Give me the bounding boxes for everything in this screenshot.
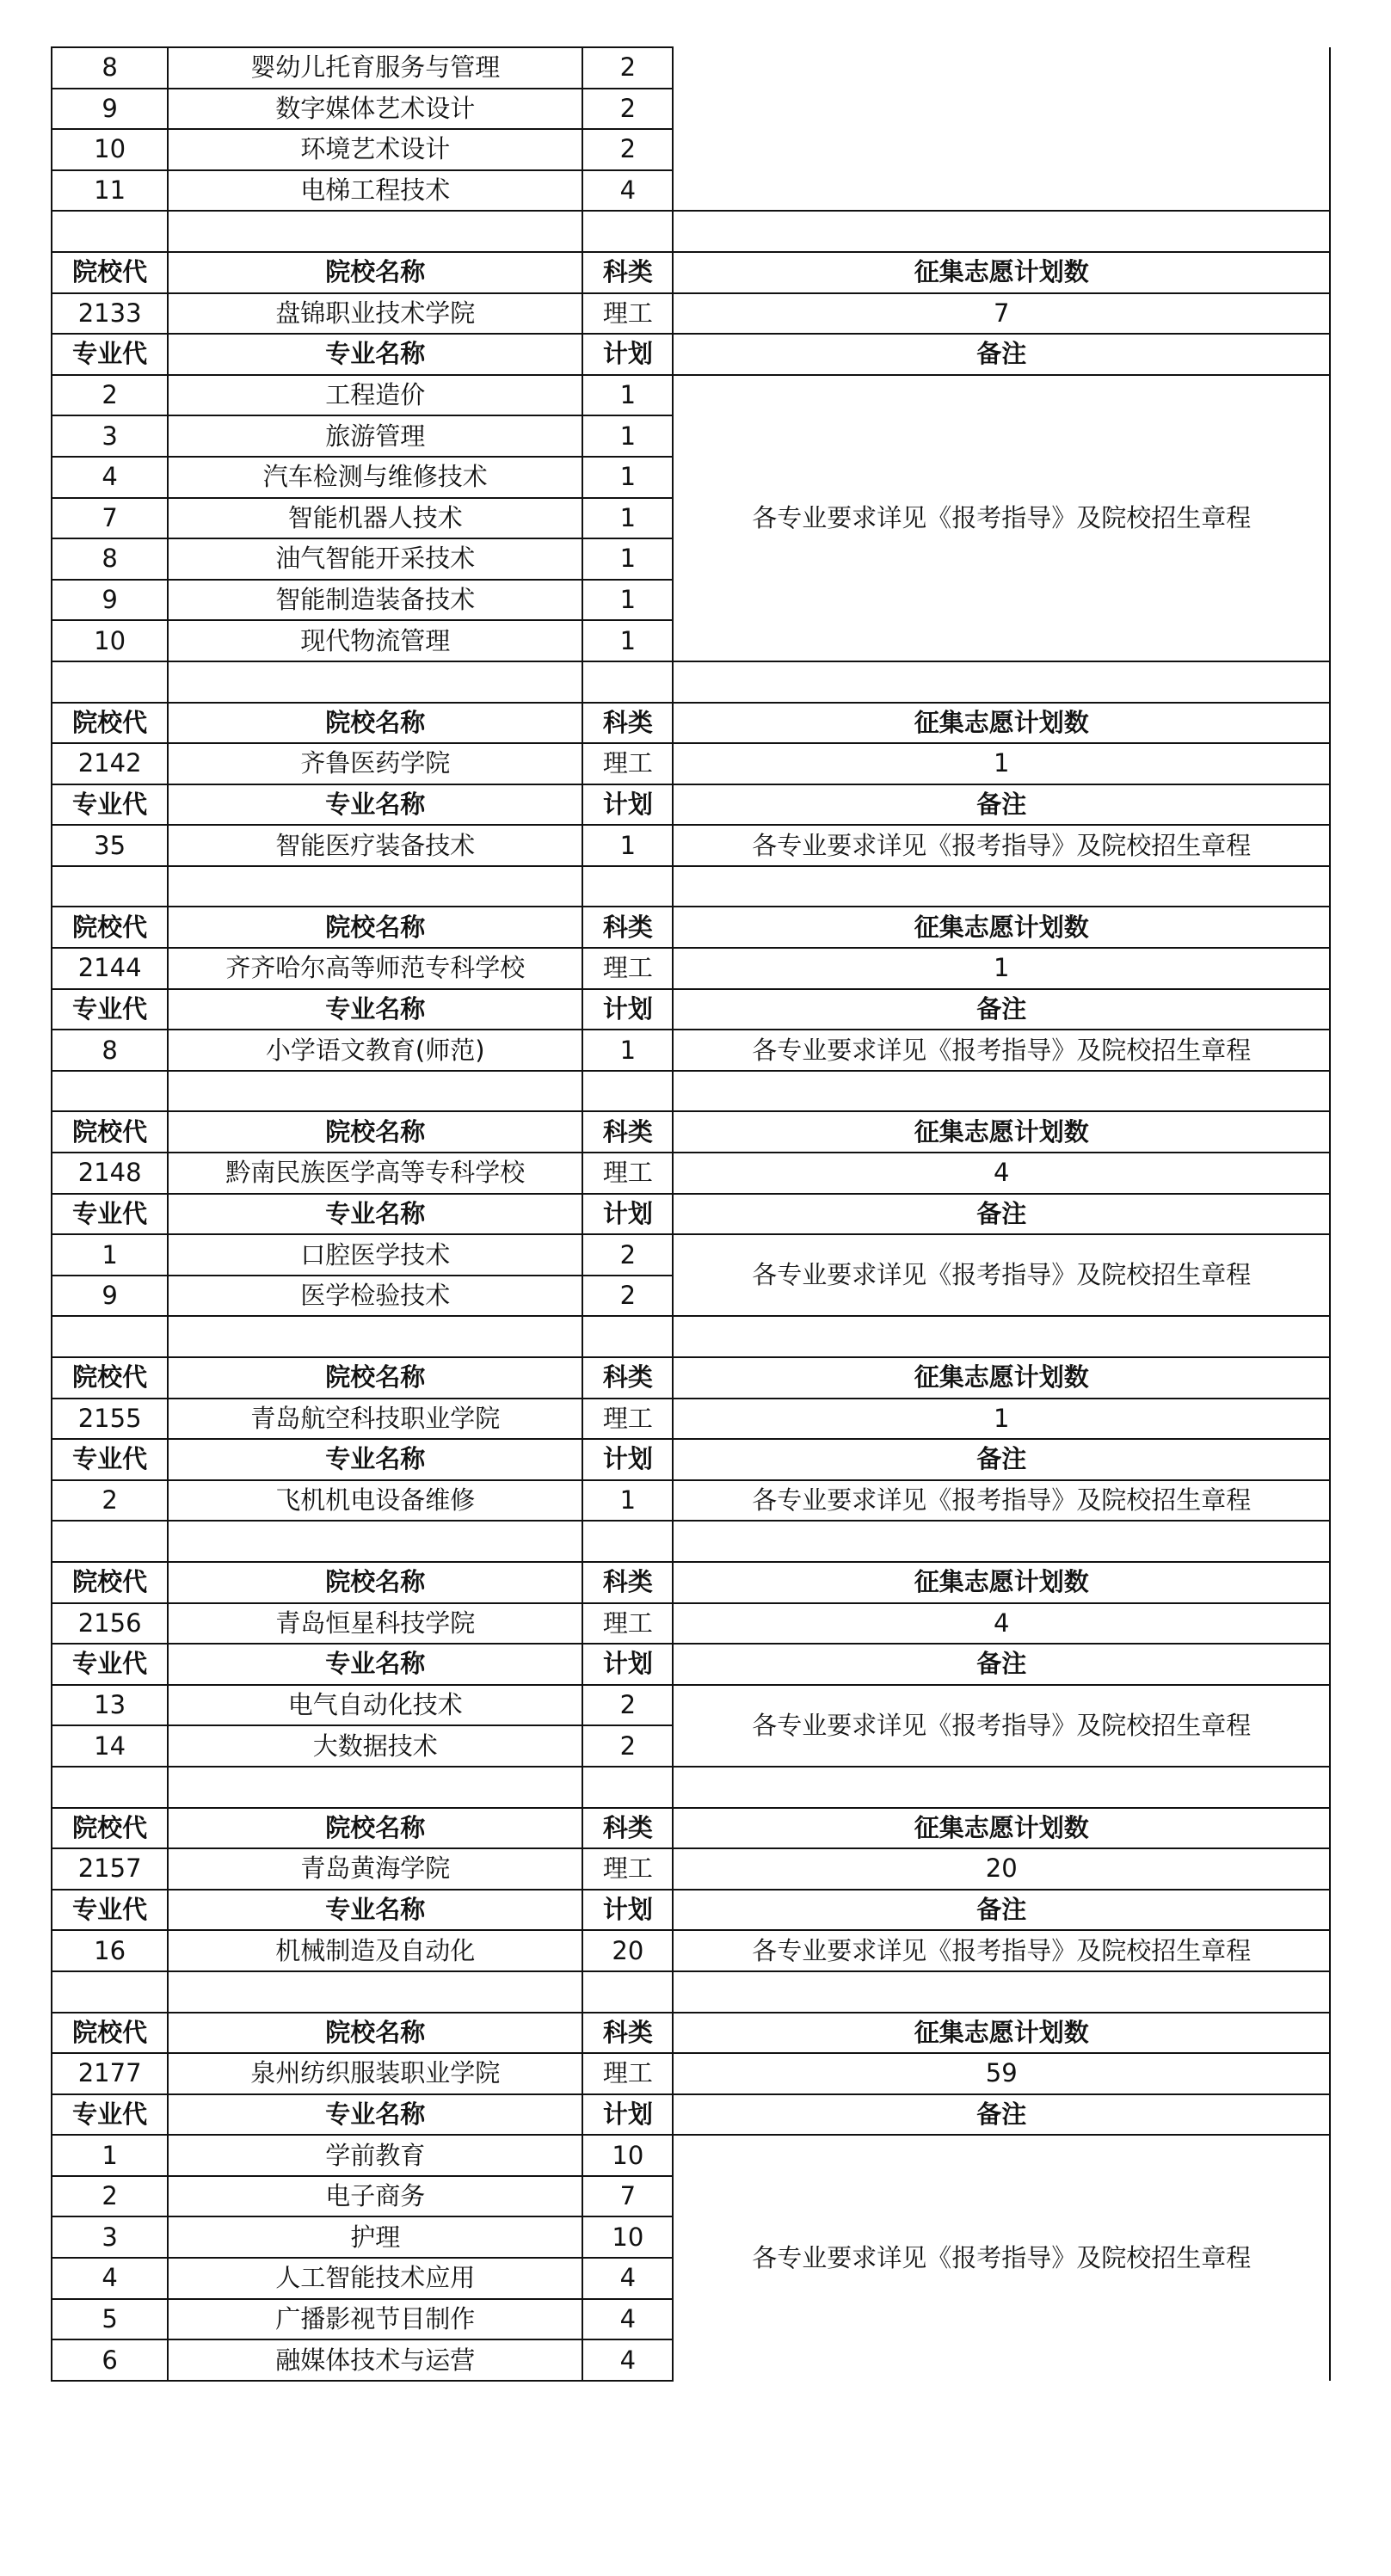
quota-header: 征集志愿计划数 bbox=[673, 1111, 1330, 1153]
school-quota: 1 bbox=[673, 743, 1330, 784]
major-code-header: 专业代 bbox=[52, 1890, 168, 1931]
school-info-row bbox=[52, 1603, 1330, 1645]
remarks-cell: 各专业要求详见《报考指导》及院校招生章程 bbox=[673, 375, 1330, 661]
school-code-header: 院校代 bbox=[52, 1111, 168, 1153]
plan-header: 计划 bbox=[582, 1644, 673, 1685]
blank-cell bbox=[673, 1971, 1330, 2013]
blank-cell bbox=[582, 1071, 673, 1112]
major-name: 融媒体技术与运营 bbox=[168, 2339, 582, 2381]
school-category: 理工 bbox=[582, 1848, 673, 1890]
major-name: 现代物流管理 bbox=[168, 620, 582, 661]
major-name: 智能医疗装备技术 bbox=[168, 825, 582, 866]
school-name-header: 院校名称 bbox=[168, 907, 582, 948]
major-name: 机械制造及自动化 bbox=[168, 1930, 582, 1971]
separator-row bbox=[52, 1521, 1330, 1562]
major-plan: 1 bbox=[582, 498, 673, 539]
separator-row bbox=[52, 866, 1330, 907]
major-code-header: 专业代 bbox=[52, 334, 168, 375]
blank-cell bbox=[52, 1071, 168, 1112]
blank-cell bbox=[168, 1971, 582, 2013]
major-code-header: 专业代 bbox=[52, 1644, 168, 1685]
major-name: 汽车检测与维修技术 bbox=[168, 457, 582, 498]
major-name: 广播影视节目制作 bbox=[168, 2299, 582, 2340]
major-code: 1 bbox=[52, 2135, 168, 2176]
quota-header: 征集志愿计划数 bbox=[673, 2013, 1330, 2054]
major-name: 油气智能开采技术 bbox=[168, 538, 582, 580]
school-code: 2133 bbox=[52, 293, 168, 335]
major-plan: 2 bbox=[582, 1685, 673, 1726]
blank-cell bbox=[582, 1521, 673, 1562]
remarks-header: 备注 bbox=[673, 334, 1330, 375]
school-header-row bbox=[52, 2013, 1330, 2054]
quota-header: 征集志愿计划数 bbox=[673, 252, 1330, 293]
category-header: 科类 bbox=[582, 1111, 673, 1153]
major-name-header: 专业名称 bbox=[168, 989, 582, 1030]
school-name: 泉州纺织服装职业学院 bbox=[168, 2053, 582, 2094]
major-plan: 4 bbox=[582, 170, 673, 212]
major-name: 护理 bbox=[168, 2216, 582, 2258]
school-quota: 4 bbox=[673, 1603, 1330, 1645]
school-category: 理工 bbox=[582, 2053, 673, 2094]
major-plan: 2 bbox=[582, 89, 673, 130]
school-quota: 4 bbox=[673, 1153, 1330, 1194]
remarks-cell: 各专业要求详见《报考指导》及院校招生章程 bbox=[673, 2135, 1330, 2381]
blank-cell bbox=[168, 1316, 582, 1357]
major-code: 8 bbox=[52, 538, 168, 580]
school-name-header: 院校名称 bbox=[168, 1357, 582, 1399]
remarks-cell: 各专业要求详见《报考指导》及院校招生章程 bbox=[673, 1685, 1330, 1767]
blank-cell bbox=[673, 661, 1330, 703]
separator-row bbox=[52, 211, 1330, 252]
remarks-cell: 各专业要求详见《报考指导》及院校招生章程 bbox=[673, 1930, 1330, 1971]
major-plan: 7 bbox=[582, 2176, 673, 2217]
blank-cell bbox=[582, 1316, 673, 1357]
plan-header: 计划 bbox=[582, 1890, 673, 1931]
category-header: 科类 bbox=[582, 252, 673, 293]
major-code: 8 bbox=[52, 47, 168, 89]
major-plan: 1 bbox=[582, 415, 673, 457]
remarks-cell: 各专业要求详见《报考指导》及院校招生章程 bbox=[673, 825, 1330, 866]
major-plan: 4 bbox=[582, 2299, 673, 2340]
major-code: 14 bbox=[52, 1725, 168, 1767]
major-name: 口腔医学技术 bbox=[168, 1234, 582, 1276]
major-plan: 10 bbox=[582, 2216, 673, 2258]
category-header: 科类 bbox=[582, 1357, 673, 1399]
school-info-row bbox=[52, 2053, 1330, 2094]
school-code-header: 院校代 bbox=[52, 907, 168, 948]
admission-plan-document bbox=[51, 46, 1331, 2382]
major-name-header: 专业名称 bbox=[168, 784, 582, 826]
school-code-header: 院校代 bbox=[52, 1357, 168, 1399]
blank-cell bbox=[582, 1971, 673, 2013]
blank-cell bbox=[168, 1071, 582, 1112]
school-code-header: 院校代 bbox=[52, 1562, 168, 1603]
major-plan: 2 bbox=[582, 1276, 673, 1317]
major-name: 电子商务 bbox=[168, 2176, 582, 2217]
major-code: 3 bbox=[52, 415, 168, 457]
separator-row bbox=[52, 661, 1330, 703]
major-plan: 1 bbox=[582, 457, 673, 498]
major-plan: 10 bbox=[582, 2135, 673, 2176]
blank-cell bbox=[52, 866, 168, 907]
remarks-header: 备注 bbox=[673, 989, 1330, 1030]
school-quota: 20 bbox=[673, 1848, 1330, 1890]
plan-header: 计划 bbox=[582, 1439, 673, 1480]
school-name: 盘锦职业技术学院 bbox=[168, 293, 582, 335]
school-header-row bbox=[52, 252, 1330, 293]
remarks-header: 备注 bbox=[673, 784, 1330, 826]
quota-header: 征集志愿计划数 bbox=[673, 1562, 1330, 1603]
major-plan: 1 bbox=[582, 620, 673, 661]
major-name: 环境艺术设计 bbox=[168, 129, 582, 170]
major-header-row bbox=[52, 784, 1330, 826]
major-row bbox=[52, 375, 1330, 416]
plan-header: 计划 bbox=[582, 334, 673, 375]
school-header-row bbox=[52, 1808, 1330, 1849]
quota-header: 征集志愿计划数 bbox=[673, 1808, 1330, 1849]
school-header-row bbox=[52, 907, 1330, 948]
major-name: 小学语文教育(师范) bbox=[168, 1030, 582, 1071]
school-code-header: 院校代 bbox=[52, 1808, 168, 1849]
school-category: 理工 bbox=[582, 1153, 673, 1194]
blank-cell bbox=[168, 866, 582, 907]
school-name: 青岛恒星科技学院 bbox=[168, 1603, 582, 1645]
major-code: 6 bbox=[52, 2339, 168, 2381]
major-plan: 1 bbox=[582, 825, 673, 866]
major-code: 35 bbox=[52, 825, 168, 866]
major-header-row bbox=[52, 1890, 1330, 1931]
major-plan: 1 bbox=[582, 375, 673, 416]
remarks-header: 备注 bbox=[673, 1644, 1330, 1685]
school-code: 2155 bbox=[52, 1399, 168, 1440]
major-code-header: 专业代 bbox=[52, 784, 168, 826]
major-row bbox=[52, 1930, 1330, 1971]
category-header: 科类 bbox=[582, 907, 673, 948]
school-info-row bbox=[52, 948, 1330, 989]
school-code-header: 院校代 bbox=[52, 252, 168, 293]
school-name-header: 院校名称 bbox=[168, 1808, 582, 1849]
major-code-header: 专业代 bbox=[52, 2094, 168, 2136]
major-plan: 4 bbox=[582, 2339, 673, 2381]
major-header-row bbox=[52, 1194, 1330, 1235]
school-code-header: 院校代 bbox=[52, 703, 168, 744]
major-plan: 1 bbox=[582, 538, 673, 580]
plan-header: 计划 bbox=[582, 2094, 673, 2136]
school-info-row bbox=[52, 293, 1330, 335]
school-code: 2142 bbox=[52, 743, 168, 784]
major-code: 2 bbox=[52, 2176, 168, 2217]
remarks-header: 备注 bbox=[673, 1194, 1330, 1235]
blank-cell bbox=[168, 661, 582, 703]
major-plan: 1 bbox=[582, 1030, 673, 1071]
blank-cell bbox=[673, 866, 1330, 907]
school-header-row bbox=[52, 1562, 1330, 1603]
school-category: 理工 bbox=[582, 1603, 673, 1645]
major-plan: 2 bbox=[582, 129, 673, 170]
remarks-cell: 各专业要求详见《报考指导》及院校招生章程 bbox=[673, 1030, 1330, 1071]
school-code-header: 院校代 bbox=[52, 2013, 168, 2054]
separator-row bbox=[52, 1316, 1330, 1357]
major-name: 婴幼儿托育服务与管理 bbox=[168, 47, 582, 89]
major-name: 飞机机电设备维修 bbox=[168, 1480, 582, 1522]
major-name-header: 专业名称 bbox=[168, 334, 582, 375]
major-header-row bbox=[52, 1439, 1330, 1480]
school-info-row bbox=[52, 743, 1330, 784]
major-plan: 2 bbox=[582, 47, 673, 89]
major-name: 电气自动化技术 bbox=[168, 1685, 582, 1726]
blank-cell bbox=[673, 211, 1330, 252]
major-code: 13 bbox=[52, 1685, 168, 1726]
major-name: 人工智能技术应用 bbox=[168, 2258, 582, 2299]
school-code: 2156 bbox=[52, 1603, 168, 1645]
separator-row bbox=[52, 1971, 1330, 2013]
major-code: 4 bbox=[52, 457, 168, 498]
major-plan: 20 bbox=[582, 1930, 673, 1971]
plan-header: 计划 bbox=[582, 989, 673, 1030]
blank-cell bbox=[168, 1521, 582, 1562]
major-code: 11 bbox=[52, 170, 168, 212]
school-category: 理工 bbox=[582, 948, 673, 989]
major-name: 学前教育 bbox=[168, 2135, 582, 2176]
major-code: 9 bbox=[52, 580, 168, 621]
quota-header: 征集志愿计划数 bbox=[673, 703, 1330, 744]
major-name-header: 专业名称 bbox=[168, 1194, 582, 1235]
major-name-header: 专业名称 bbox=[168, 1644, 582, 1685]
major-code: 8 bbox=[52, 1030, 168, 1071]
school-info-row bbox=[52, 1153, 1330, 1194]
school-name-header: 院校名称 bbox=[168, 1111, 582, 1153]
major-code: 2 bbox=[52, 1480, 168, 1522]
major-row bbox=[52, 1030, 1330, 1071]
school-name: 齐鲁医药学院 bbox=[168, 743, 582, 784]
quota-header: 征集志愿计划数 bbox=[673, 1357, 1330, 1399]
blank-cell bbox=[52, 1767, 168, 1808]
blank-cell bbox=[582, 661, 673, 703]
major-code: 9 bbox=[52, 1276, 168, 1317]
major-name: 旅游管理 bbox=[168, 415, 582, 457]
remarks-cell-continued bbox=[673, 47, 1330, 211]
major-plan: 2 bbox=[582, 1234, 673, 1276]
blank-cell bbox=[168, 211, 582, 252]
blank-cell bbox=[673, 1071, 1330, 1112]
remarks-header: 备注 bbox=[673, 1890, 1330, 1931]
remarks-cell: 各专业要求详见《报考指导》及院校招生章程 bbox=[673, 1234, 1330, 1316]
admission-plan-table bbox=[51, 46, 1331, 2382]
separator-row bbox=[52, 1767, 1330, 1808]
school-name: 青岛黄海学院 bbox=[168, 1848, 582, 1890]
quota-header: 征集志愿计划数 bbox=[673, 907, 1330, 948]
major-code: 9 bbox=[52, 89, 168, 130]
remarks-header: 备注 bbox=[673, 1439, 1330, 1480]
major-code-header: 专业代 bbox=[52, 989, 168, 1030]
school-header-row bbox=[52, 1111, 1330, 1153]
major-row bbox=[52, 825, 1330, 866]
major-header-row bbox=[52, 2094, 1330, 2136]
category-header: 科类 bbox=[582, 1808, 673, 1849]
school-name: 齐齐哈尔高等师范专科学校 bbox=[168, 948, 582, 989]
major-name: 电梯工程技术 bbox=[168, 170, 582, 212]
major-name: 智能机器人技术 bbox=[168, 498, 582, 539]
school-code: 2177 bbox=[52, 2053, 168, 2094]
major-header-row bbox=[52, 989, 1330, 1030]
blank-cell bbox=[52, 1316, 168, 1357]
major-row bbox=[52, 1480, 1330, 1522]
major-name: 大数据技术 bbox=[168, 1725, 582, 1767]
remarks-header: 备注 bbox=[673, 2094, 1330, 2136]
blank-cell bbox=[52, 661, 168, 703]
school-info-row bbox=[52, 1399, 1330, 1440]
blank-cell bbox=[52, 211, 168, 252]
major-name: 工程造价 bbox=[168, 375, 582, 416]
major-code: 16 bbox=[52, 1930, 168, 1971]
school-category: 理工 bbox=[582, 743, 673, 784]
blank-cell bbox=[673, 1767, 1330, 1808]
major-plan: 1 bbox=[582, 580, 673, 621]
school-code: 2148 bbox=[52, 1153, 168, 1194]
category-header: 科类 bbox=[582, 2013, 673, 2054]
school-category: 理工 bbox=[582, 293, 673, 335]
major-code: 1 bbox=[52, 1234, 168, 1276]
plan-header: 计划 bbox=[582, 1194, 673, 1235]
major-plan: 2 bbox=[582, 1725, 673, 1767]
blank-cell bbox=[168, 1767, 582, 1808]
blank-cell bbox=[673, 1521, 1330, 1562]
major-row bbox=[52, 1685, 1330, 1726]
plan-header: 计划 bbox=[582, 784, 673, 826]
major-name: 医学检验技术 bbox=[168, 1276, 582, 1317]
blank-cell bbox=[52, 1521, 168, 1562]
school-name-header: 院校名称 bbox=[168, 1562, 582, 1603]
major-code: 10 bbox=[52, 620, 168, 661]
major-name: 数字媒体艺术设计 bbox=[168, 89, 582, 130]
school-name: 青岛航空科技职业学院 bbox=[168, 1399, 582, 1440]
category-header: 科类 bbox=[582, 703, 673, 744]
school-header-row bbox=[52, 703, 1330, 744]
major-code: 10 bbox=[52, 129, 168, 170]
separator-row bbox=[52, 1071, 1330, 1112]
school-code: 2157 bbox=[52, 1848, 168, 1890]
major-plan: 1 bbox=[582, 1480, 673, 1522]
school-name-header: 院校名称 bbox=[168, 252, 582, 293]
remarks-cell: 各专业要求详见《报考指导》及院校招生章程 bbox=[673, 1480, 1330, 1522]
major-code-header: 专业代 bbox=[52, 1194, 168, 1235]
major-code: 3 bbox=[52, 2216, 168, 2258]
major-row bbox=[52, 1234, 1330, 1276]
school-quota: 7 bbox=[673, 293, 1330, 335]
major-row bbox=[52, 47, 1330, 89]
major-header-row bbox=[52, 1644, 1330, 1685]
major-name-header: 专业名称 bbox=[168, 1439, 582, 1480]
major-code: 4 bbox=[52, 2258, 168, 2299]
blank-cell bbox=[582, 866, 673, 907]
school-quota: 59 bbox=[673, 2053, 1330, 2094]
major-code: 7 bbox=[52, 498, 168, 539]
major-plan: 4 bbox=[582, 2258, 673, 2299]
blank-cell bbox=[52, 1971, 168, 2013]
major-name: 智能制造装备技术 bbox=[168, 580, 582, 621]
major-name-header: 专业名称 bbox=[168, 2094, 582, 2136]
school-name-header: 院校名称 bbox=[168, 2013, 582, 2054]
blank-cell bbox=[582, 211, 673, 252]
school-code: 2144 bbox=[52, 948, 168, 989]
major-code: 2 bbox=[52, 375, 168, 416]
school-quota: 1 bbox=[673, 948, 1330, 989]
school-name: 黔南民族医学高等专科学校 bbox=[168, 1153, 582, 1194]
school-name-header: 院校名称 bbox=[168, 703, 582, 744]
major-row bbox=[52, 2135, 1330, 2176]
school-header-row bbox=[52, 1357, 1330, 1399]
category-header: 科类 bbox=[582, 1562, 673, 1603]
school-quota: 1 bbox=[673, 1399, 1330, 1440]
major-code-header: 专业代 bbox=[52, 1439, 168, 1480]
major-code: 5 bbox=[52, 2299, 168, 2340]
major-name-header: 专业名称 bbox=[168, 1890, 582, 1931]
major-header-row bbox=[52, 334, 1330, 375]
blank-cell bbox=[673, 1316, 1330, 1357]
school-info-row bbox=[52, 1848, 1330, 1890]
blank-cell bbox=[582, 1767, 673, 1808]
school-category: 理工 bbox=[582, 1399, 673, 1440]
